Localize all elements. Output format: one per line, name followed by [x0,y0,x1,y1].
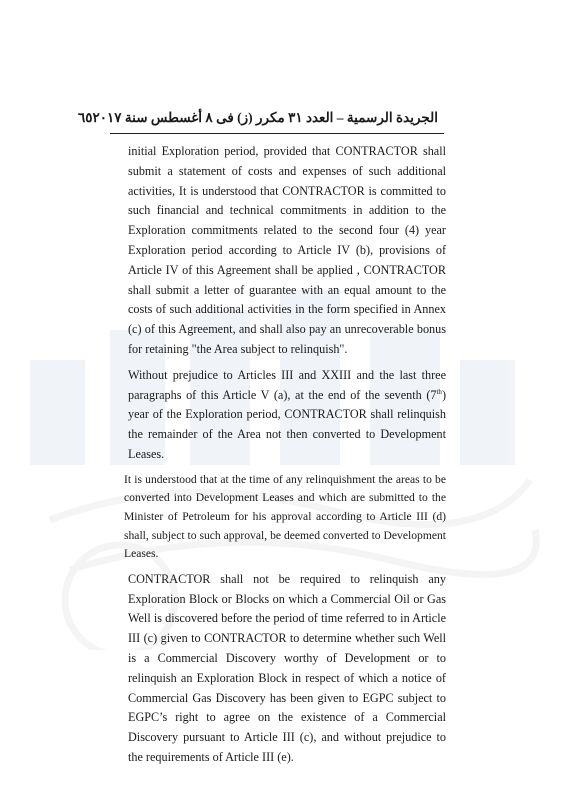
paragraph-2-text-a: Without prejudice to Articles III and XXIII and the last three paragraphs of this Article V (a), at the end of the seventh (7 [128,367,446,402]
paragraph-1: initial Exploration period, provided that CONTRACTOR shall submit a statement of costs and expenses of such additional activities, It is understood that CONTRACTOR is committed to such financial and technical commitments in addition to the Exploration commitments related to the second four (4) year Exploration period according to Article IV (b), provisions of Article IV of this Agreement shall be applied , CONTRACTOR shall submit a letter of guarantee with an equal amount to the costs of such additional activities in the form specified in Annex (c) of this Agreement, and shall also pay an unrecoverable bonus for retaining "the Area subject to relinquish". [128,144,446,356]
page-number: ٦٥ [78,110,93,125]
paragraph-3: It is understood that at the time of any relinquishment the areas to be converted into Development Leases and which are submitted to the Minister of Petroleum for his approval according to Article III (d) shall, subject to such approval, be deemed converted to Development Leases. [124,472,446,561]
header-title: الجريدة الرسمية – العدد ٣١ مكرر (ز) فى ٨ أغسطس سنة ٢٠١٧ [92,110,438,125]
paragraph-2-text-b: ) year of the Exploration period, CONTRACTOR shall relinquish the remainder of the Area not then converted to Development Leases. [128,387,446,461]
header-divider [110,133,444,134]
gazette-header [78,107,438,129]
article-body [124,142,446,774]
ordinal-suffix: th [436,387,442,396]
paragraph-4: CONTRACTOR shall not be required to relinquish any Exploration Block or Blocks on which a Commercial Oil or Gas Well is discovered before the period of time referred to in Article III (c) given to CONTRACTOR to determine whether such Well is a Commercial Discovery worthy of Development or to relinquish an Exploration Block in respect of which a notice of Commercial Gas Discovery has been given to EGPC subject to EGPC’s right to agree on the existence of a Commercial Discovery pursuant to Article III (c), and without prejudice to the requirements of Article III (e). [128,571,446,764]
paragraph-2 [128,366,446,465]
